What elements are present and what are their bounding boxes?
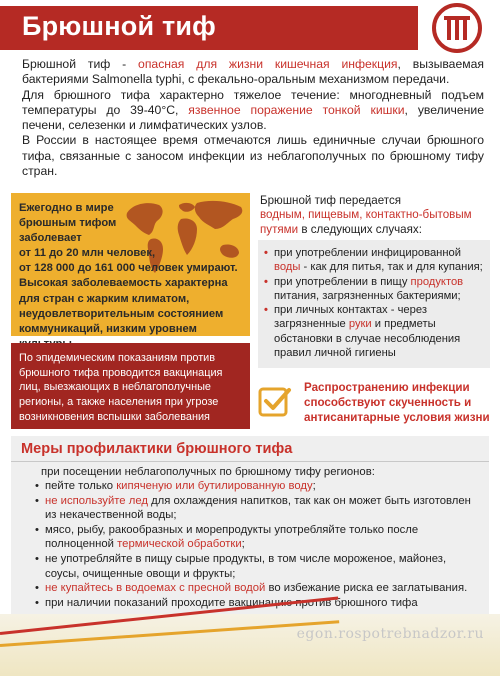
vaccination-line: По эпидемическим показаниям против	[19, 352, 216, 364]
item-text: при личных контактах - через	[274, 304, 427, 317]
stats-line: заболевает	[19, 232, 82, 245]
item-text: для охлаждения напитков, так как он может быть изготовлен из некачественной воды;	[45, 494, 471, 522]
vaccination-line: лиц, выезжающих в неблагополучные	[19, 381, 211, 394]
intro-text-span: Брюшной тиф -	[22, 57, 139, 71]
item-highlight: руки	[348, 318, 372, 331]
vaccination-line: брюшного тифа проводится вакцинация	[19, 366, 223, 379]
world-statistics-box	[11, 193, 250, 336]
item-text: загрязненные	[274, 318, 349, 331]
item-highlight: воды	[274, 261, 301, 274]
checkbox-check-icon	[258, 385, 292, 417]
item-text: ;	[241, 538, 245, 551]
intro-highlight: опасная для жизни кишечная инфекция	[138, 57, 398, 71]
list-item	[45, 552, 481, 581]
stats-line: от 11 до 20 млн человек,	[19, 247, 156, 260]
item-text: питания, загрязненных бактериями;	[274, 289, 461, 302]
item-text: обстановки в случае несоблюдения	[274, 332, 461, 345]
page-title: Брюшной тиф	[22, 11, 217, 41]
prevention-section	[11, 436, 489, 614]
item-highlight: кипяченую или бутилированную воду	[116, 480, 313, 492]
stats-line: брюшным тифом	[19, 217, 117, 230]
intro-paragraph-3: В России в настоящее время отмечаются лишь единичные случаи брюшного тифа, связанные с заносом инфекции из неблагополучных по брюшному тифу стран.	[22, 133, 484, 179]
stats-line: неудовлетворительным состоянием	[19, 307, 224, 320]
vaccination-line: регионы, а также населения при угрозе	[19, 396, 219, 409]
risk-factors-note: Распространению инфекции способствуют скученность и антисанитарные условия жизни	[304, 381, 490, 424]
intro-paragraph-2	[22, 88, 484, 134]
site-watermark[interactable]: egon.rospotrebnadzor.ru	[296, 626, 484, 642]
divider	[11, 461, 489, 462]
intro-text-span: Для брюшного тифа характерно тяжелое течение: многодневный подъем температуры до 39-40°С,	[22, 87, 484, 117]
intro-text-span: , увеличение печени, селезенки и лимфатических узлов.	[22, 102, 484, 133]
transmission-routes: водным, пищевым, контактно-бытовым путями	[260, 208, 472, 236]
item-highlight: продуктов	[410, 275, 464, 288]
intro-highlight: язвенное поражение тонкой кишки	[188, 102, 405, 117]
item-text: правил личной гигиены	[274, 347, 396, 360]
list-item	[45, 494, 481, 523]
item-text: мясо, рыбу, ракообразных и морепродукты употребляйте только после полноценной	[45, 523, 419, 551]
list-item	[45, 479, 481, 494]
list-item	[45, 596, 481, 611]
transmission-heading-tail: в следующих случаях:	[298, 222, 422, 236]
transmission-list	[258, 240, 490, 360]
item-text: при употреблении в пищу	[274, 275, 411, 288]
intro-paragraph-1	[22, 57, 484, 88]
item-text: при наличии показаний проходите вакцинацию против брюшного тифа	[45, 596, 418, 609]
list-item	[45, 523, 481, 552]
transmission-heading	[260, 194, 488, 237]
transmission-heading-text: Брюшной тиф передается	[260, 194, 402, 207]
item-text: при употреблении инфицированной	[274, 247, 461, 259]
item-text: - как для питья, так и для	[300, 261, 436, 274]
list-item	[274, 303, 484, 360]
item-text: не употребляйте в пищу сырые продукты, в том числе мороженое, майонез, соусы, очищенные овощи и фрукты;	[45, 552, 447, 580]
title-banner	[0, 6, 418, 50]
vaccination-text	[19, 351, 245, 425]
list-item	[274, 275, 484, 304]
item-highlight: не используйте лед	[45, 494, 148, 507]
list-item	[45, 581, 481, 596]
list-item	[274, 246, 484, 275]
item-text: купания;	[438, 261, 483, 274]
world-statistics-text	[19, 201, 249, 352]
stats-line: Ежегодно в мире	[19, 202, 114, 214]
intro-text	[22, 57, 484, 179]
stats-line: от 128 000 до 161 000 человек умирают.	[19, 262, 238, 275]
stats-line: коммуникаций, низким уровнем	[19, 322, 197, 335]
prevention-title: Меры профилактики брюшного тифа	[21, 441, 293, 457]
intro-text-span: , вызываемая бактериями Salmonella typhi, с фекально-оральным механизмом передачи.	[22, 57, 484, 87]
stats-line: Высокая заболеваемость характерна	[19, 277, 228, 290]
vaccination-line: возникновения вспышки заболевания	[19, 410, 210, 423]
prevention-list	[45, 479, 481, 610]
transmission-cases-box	[258, 240, 490, 368]
rospotrebnadzor-emblem-icon	[431, 2, 483, 54]
prevention-intro: при посещении неблагополучных по брюшному тифу регионов:	[41, 466, 375, 478]
item-text: во избежание риска ее заглатывания.	[265, 582, 468, 595]
item-highlight: не купайтесь в водоемах с пресной водой	[45, 582, 266, 595]
vaccination-box	[11, 343, 250, 429]
item-text: пейте только	[45, 480, 117, 492]
item-highlight: термической обработки	[117, 538, 242, 551]
item-text: ;	[312, 480, 316, 492]
stats-line: для стран с жарким климатом,	[19, 292, 190, 305]
item-text: и предметы	[371, 318, 436, 331]
